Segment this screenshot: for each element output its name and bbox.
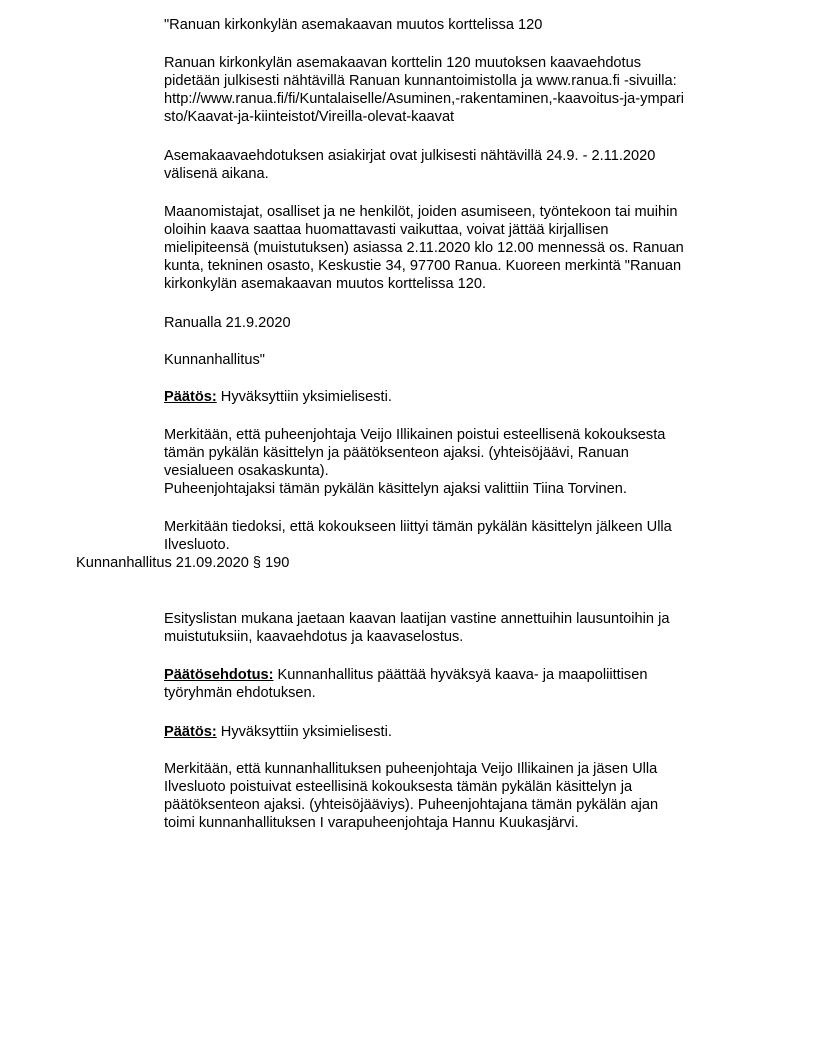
note-recusal: Merkitään, että kunnanhallituksen puheenjohtaja Veijo Illikainen ja jäsen Ulla Ilvesluoto poistuivat esteellisinä kokouksesta tämän pykälän käsittelyn ja päätöksenteon ajaksi. (yhteisöjääviys). Puheenjohtajana tämän pykälän ajan toimi kunnanhallituksen I varapuheenjohtaja Hannu Kuukasjärvi. bbox=[164, 761, 659, 831]
note-member-joined: Merkitään tiedoksi, että kokoukseen liittyi tämän pykälän käsittelyn jälkeen Ulla Ilvesluoto. bbox=[164, 519, 672, 553]
place-date: Ranualla 21.9.2020 bbox=[164, 315, 291, 331]
availability-paragraph: Asemakaavaehdotuksen asiakirjat ovat julkisesti nähtävillä 24.9. - 2.11.2020 välisenä aikana. bbox=[164, 148, 656, 182]
decision-text-2: Hyväksyttiin yksimielisesti. bbox=[216, 724, 392, 740]
intro-paragraph: Esityslistan mukana jaetaan kaavan laatijan vastine annettuihin lausuntoihin ja muistutuksiin, kaavaehdotus ja kaavaselostus. bbox=[164, 611, 670, 645]
decision-label: Päätös: bbox=[164, 389, 217, 405]
decision-paragraph-2 bbox=[164, 723, 764, 741]
decision-paragraph bbox=[164, 388, 764, 406]
note-chair-recusal: Merkitään, että puheenjohtaja Veijo Illikainen poistui esteellisenä kokouksesta tämän pykälän käsittelyn ja päätöksenteon ajaksi. (yhteisöjäävi, Ranuan vesialueen osakaskunta). Puheenjohtajaksi tämän pykälän käsittelyn ajaksi valittiin Tiina Torvinen. bbox=[164, 427, 666, 497]
proposal-paragraph bbox=[164, 666, 764, 702]
section-heading: Kunnanhallitus 21.09.2020 § 190 bbox=[76, 555, 290, 571]
instructions-paragraph: Maanomistajat, osalliset ja ne henkilöt, joiden asumiseen, työntekoon tai muihin oloihin kaava saattaa huomattavasti vaikuttaa, voivat jättää kirjallisen mielipiteensä (muistutuksen) asiassa 2.11.2020 klo 12.00 mennessä os. Ranuan kunta, tekninen osasto, Keskustie 34, 97700 Ranua. Kuoreen merkintä "Ranuan kirkonkylän asemakaavan muutos korttelissa 120. bbox=[164, 204, 684, 292]
proposal-text: Kunnanhallitus päättää hyväksyä kaava- ja maapoliittisen työryhmän ehdotuksen. bbox=[164, 667, 648, 701]
decision-label-2: Päätös: bbox=[164, 724, 217, 740]
signer: Kunnanhallitus" bbox=[164, 352, 265, 368]
proposal-label: Päätösehdotus: bbox=[164, 667, 274, 683]
decision-text: Hyväksyttiin yksimielisesti. bbox=[216, 389, 392, 405]
notice-title: "Ranuan kirkonkylän asemakaavan muutos korttelissa 120 bbox=[164, 17, 543, 33]
notice-body: Ranuan kirkonkylän asemakaavan korttelin 120 muutoksen kaavaehdotus pidetään julkisesti nähtävillä Ranuan kunnantoimistolla ja www.ranua.fi -sivuilla: http://www.ranua.fi/fi/Kuntalaiselle/Asuminen,-rakentaminen,-kaavoitus-ja-ympari sto/Kaavat-ja-kiinteistot/Vireilla-olevat-kaavat bbox=[164, 55, 684, 125]
